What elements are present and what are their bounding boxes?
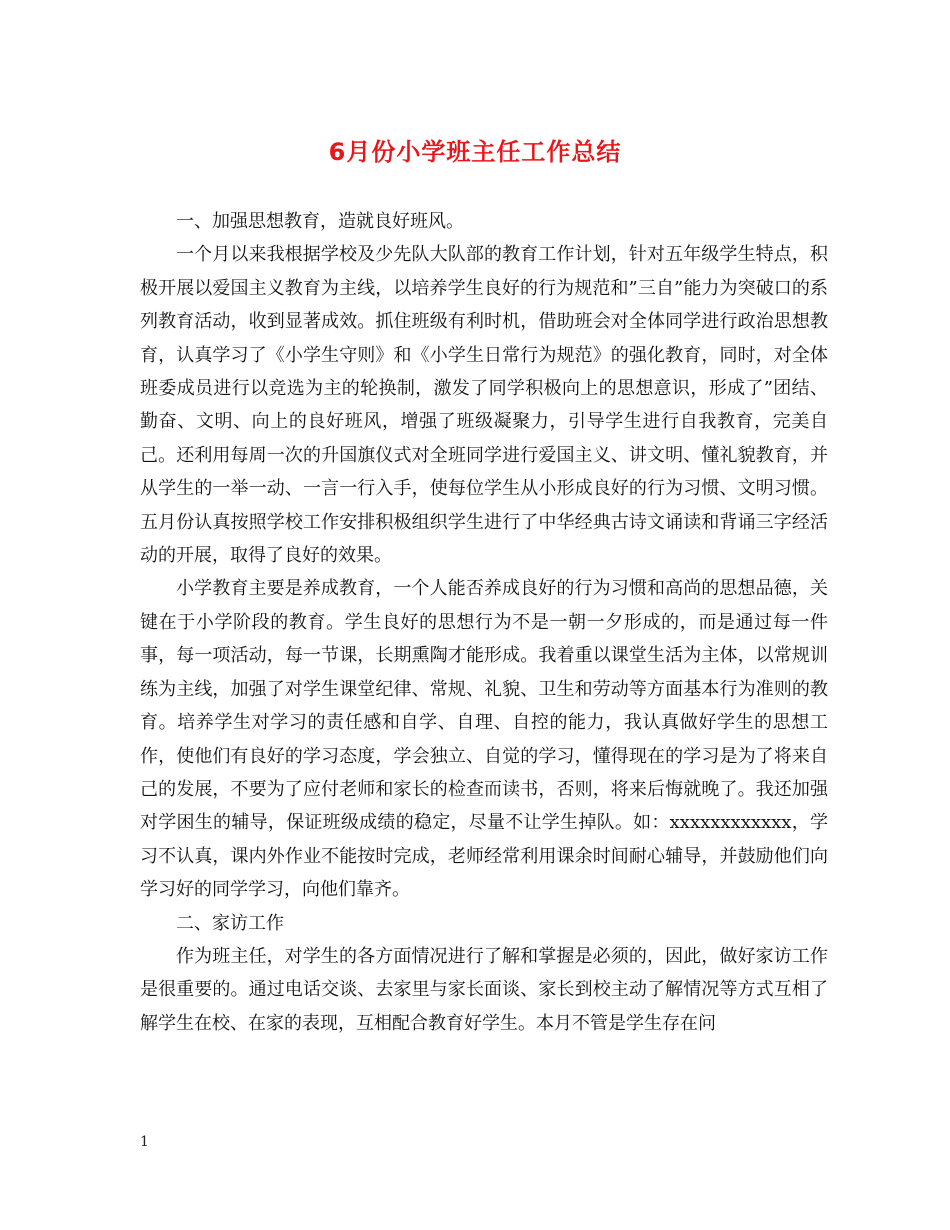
document-body [140,205,828,1040]
paragraph-3: 作为班主任，对学生的各方面情况进行了解和掌握是必须的，因此，做好家访工作是很重要的。通过电话交谈、去家里与家长面谈、家长到校主动了解情况等方式互相了解学生在校、在家的表现，互相配合教育好学生。本月不管是学生存在问 [140,945,828,1034]
document-title: 6月份小学班主任工作总结 [328,138,622,166]
section-heading-1: 一、加强思想教育，造就良好班风。 [176,211,464,232]
page-number: 1 [140,1134,149,1150]
paragraph-1: 一个月以来我根据学校及少先队大队部的教育工作计划，针对五年级学生特点，积极开展以爱国主义教育为主线，以培养学生良好的行为规范和”三自”能力为突破口的系列教育活动，收到显著成效。抓住班级有利时机，借助班会对全体同学进行政治思想教育，认真学习了《小学生守则》和《小学生日常行为规范》的强化教育，同时，对全体班委成员进行以竞选为主的轮换制，激发了同学积极向上的思想意识，形成了”团结、勤奋、文明、向上的良好班风，增强了班级凝聚力，引导学生进行自我教育，完美自己。还利用每周一次的升国旗仪式对全班同学进行爱国主义、讲文明、懂礼貌教育，并从学生的一举一动、一言一行入手，使每位学生从小形成良好的行为习惯、文明习惯。五月份认真按照学校工作安排积极组织学生进行了中华经典古诗文诵读和背诵三字经活动的开展，取得了良好的效果。 [140,244,828,567]
paragraph-2: 小学教育主要是养成教育，一个人能否养成良好的行为习惯和高尚的思想品德，关键在于小学阶段的教育。学生良好的思想行为不是一朝一夕形成的，而是通过每一件事，每一项活动，每一节课，长期熏陶才能形成。我着重以课堂生活为主体，以常规训练为主线，加强了对学生课堂纪律、常规、礼貌、卫生和劳动等方面基本行为准则的教育。培养学生对学习的责任感和自学、自理、自控的能力，我认真做好学生的思想工作，使他们有良好的学习态度，学会独立、自觉的学习，懂得现在的学习是为了将来自己的发展，不要为了应付老师和家长的检查而读书，否则，将来后悔就晚了。我还加强对学困生的辅导，保证班级成绩的稳定，尽量不让学生掉队。如：xxxxxxxxxxxx，学习不认真，课内外作业不能按时完成，老师经常利用课余时间耐心辅导，并鼓励他们向学习好的同学学习，向他们靠齐。 [140,578,828,901]
section-heading-2: 二、家访工作 [176,912,284,934]
